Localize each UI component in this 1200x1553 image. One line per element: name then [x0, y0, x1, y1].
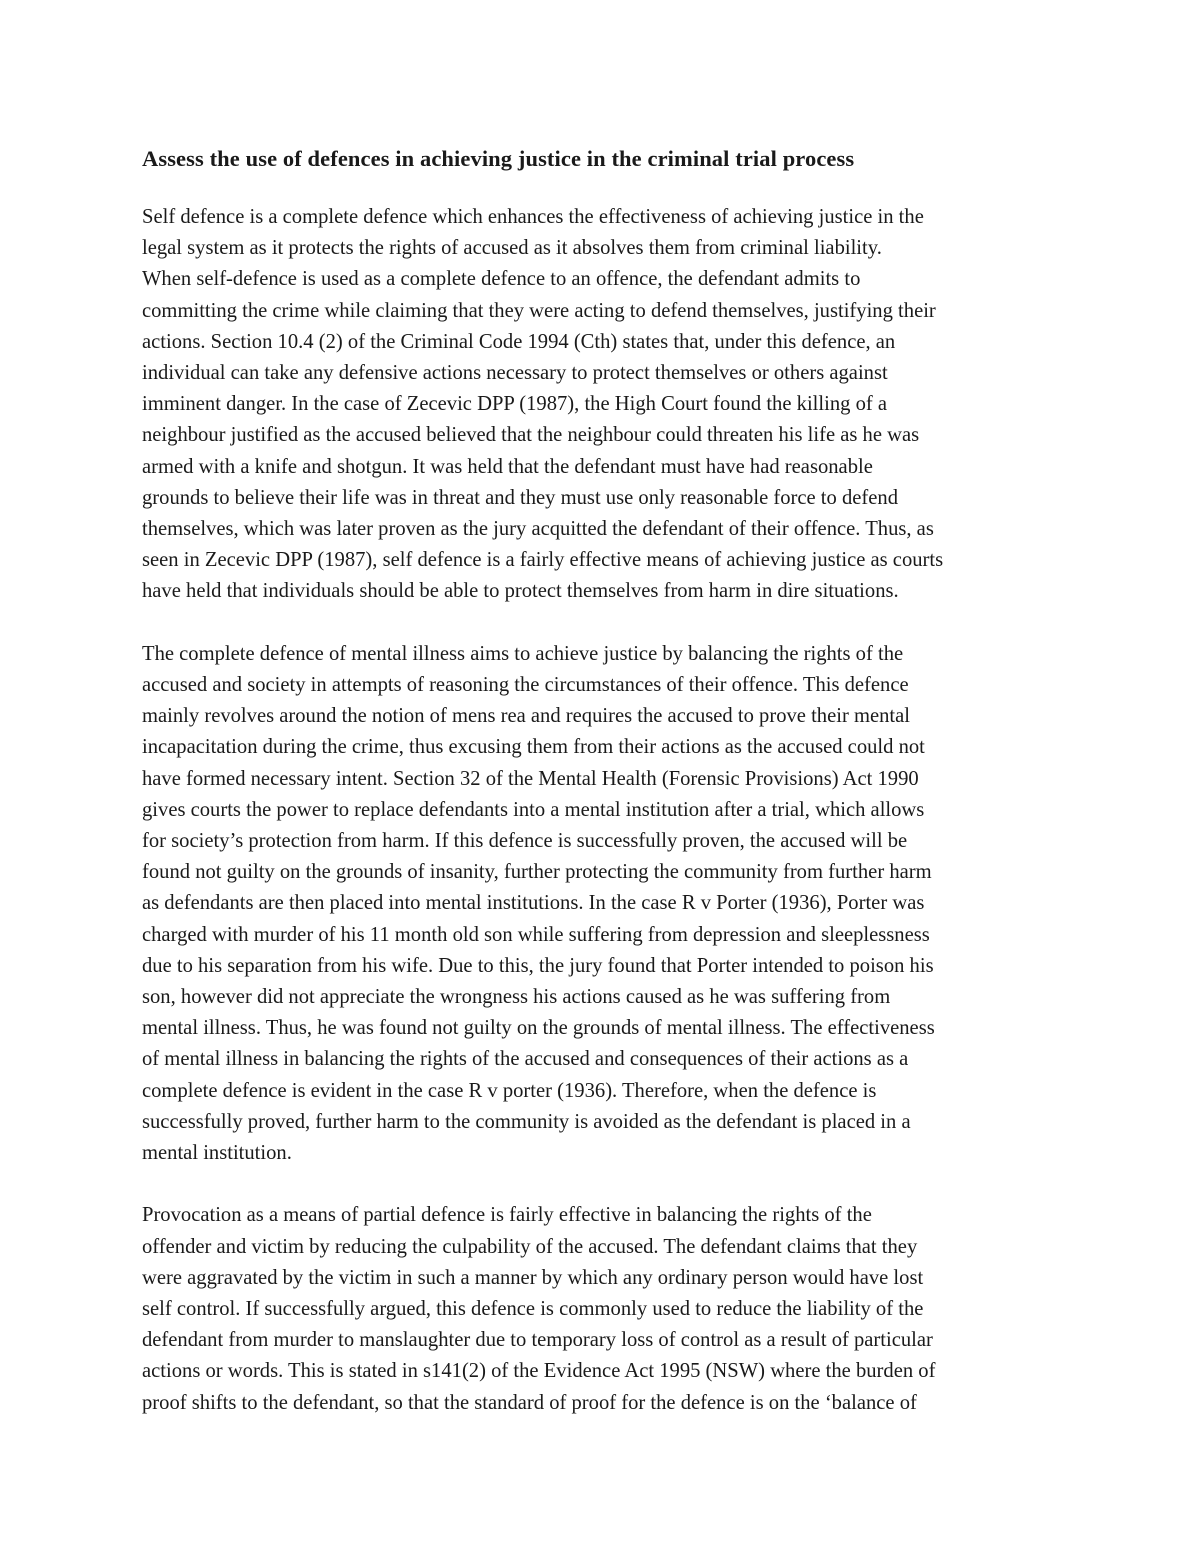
paragraph-line: complete defence is evident in the case R v porter (1936). Therefore, when the defence is [142, 1079, 877, 1102]
body-paragraph [142, 639, 1077, 1169]
paragraph-line: proof shifts to the defendant, so that the standard of proof for the defence is on the ‘balance of [142, 1391, 917, 1414]
paragraph-line: The complete defence of mental illness aims to achieve justice by balancing the rights of the [142, 642, 904, 665]
paragraph-line: gives courts the power to replace defendants into a mental institution after a trial, which allows [142, 798, 925, 821]
paragraph-line: as defendants are then placed into mental institutions. In the case R v Porter (1936), Porter was [142, 892, 925, 915]
paragraph-line: grounds to believe their life was in threat and they must use only reasonable force to defend [142, 486, 899, 509]
paragraph-line: themselves, which was later proven as the jury acquitted the defendant of their offence. Thus, as [142, 518, 934, 541]
paragraph-line: Provocation as a means of partial defence is fairly effective in balancing the rights of the [142, 1204, 872, 1227]
paragraph-line: Self defence is a complete defence which enhances the effectiveness of achieving justice in the [142, 206, 924, 228]
paragraph-line: found not guilty on the grounds of insanity, further protecting the community from further harm [142, 861, 932, 884]
document-body [142, 143, 1077, 1450]
paragraph-line: successfully proved, further harm to the community is avoided as the defendant is placed in a [142, 1110, 911, 1133]
paragraph-line: actions or words. This is stated in s141(2) of the Evidence Act 1995 (NSW) where the burden of [142, 1360, 936, 1383]
paragraph-line: When self-defence is used as a complete defence to an offence, the defendant admits to [142, 268, 861, 291]
paragraph-line: mental illness. Thus, he was found not guilty on the grounds of mental illness. The effectiveness [142, 1017, 935, 1040]
paragraph-line: have formed necessary intent. Section 32 of the Mental Health (Forensic Provisions) Act 1990 [142, 767, 919, 790]
paragraph-line: legal system as it protects the rights of accused as it absolves them from criminal liability. [142, 237, 882, 260]
document-title: Assess the use of defences in achieving justice in the criminal trial process [142, 146, 855, 171]
paragraph-line: were aggravated by the victim in such a manner by which any ordinary person would have lost [142, 1266, 924, 1289]
paragraph-line: for society’s protection from harm. If this defence is successfully proven, the accused will be [142, 830, 908, 853]
paragraph-line: incapacitation during the crime, thus excusing them from their actions as the accused could not [142, 736, 925, 759]
paragraph-line: defendant from murder to manslaughter due to temporary loss of control as a result of particular [142, 1329, 933, 1352]
paragraph-line: offender and victim by reducing the culpability of the accused. The defendant claims that they [142, 1235, 918, 1258]
paragraph-line: mental institution. [142, 1142, 292, 1165]
paragraph-list [142, 202, 1077, 1419]
paragraph-line: charged with murder of his 11 month old son while suffering from depression and sleeplessness [142, 923, 930, 946]
paragraph-line: seen in Zecevic DPP (1987), self defence is a fairly effective means of achieving justice as courts [142, 549, 944, 572]
paragraph-line: actions. Section 10.4 (2) of the Criminal Code 1994 (Cth) states that, under this defence, an [142, 330, 896, 353]
paragraph-line: have held that individuals should be able to protect themselves from harm in dire situations. [142, 580, 899, 603]
paragraph-line: armed with a knife and shotgun. It was held that the defendant must have had reasonable [142, 455, 873, 478]
paragraph-line: self control. If successfully argued, this defence is commonly used to reduce the liability of the [142, 1298, 924, 1321]
paragraph-line: of mental illness in balancing the rights of the accused and consequences of their actions as a [142, 1048, 909, 1071]
paragraph-line: neighbour justified as the accused believed that the neighbour could threaten his life as he was [142, 424, 920, 447]
paragraph-line: due to his separation from his wife. Due to this, the jury found that Porter intended to poison his [142, 954, 934, 977]
paragraph-line: committing the crime while claiming that they were acting to defend themselves, justifying their [142, 299, 936, 322]
paragraph-line: mainly revolves around the notion of mens rea and requires the accused to prove their mental [142, 705, 911, 728]
paragraph-line: individual can take any defensive actions necessary to protect themselves or others against [142, 362, 888, 385]
paragraph-line: imminent danger. In the case of Zecevic DPP (1987), the High Court found the killing of a [142, 393, 888, 416]
paragraph-line: son, however did not appreciate the wrongness his actions caused as he was suffering from [142, 986, 891, 1009]
body-paragraph [142, 202, 1077, 608]
paragraph-line: accused and society in attempts of reasoning the circumstances of their offence. This defence [142, 674, 909, 697]
body-paragraph [142, 1200, 1077, 1418]
